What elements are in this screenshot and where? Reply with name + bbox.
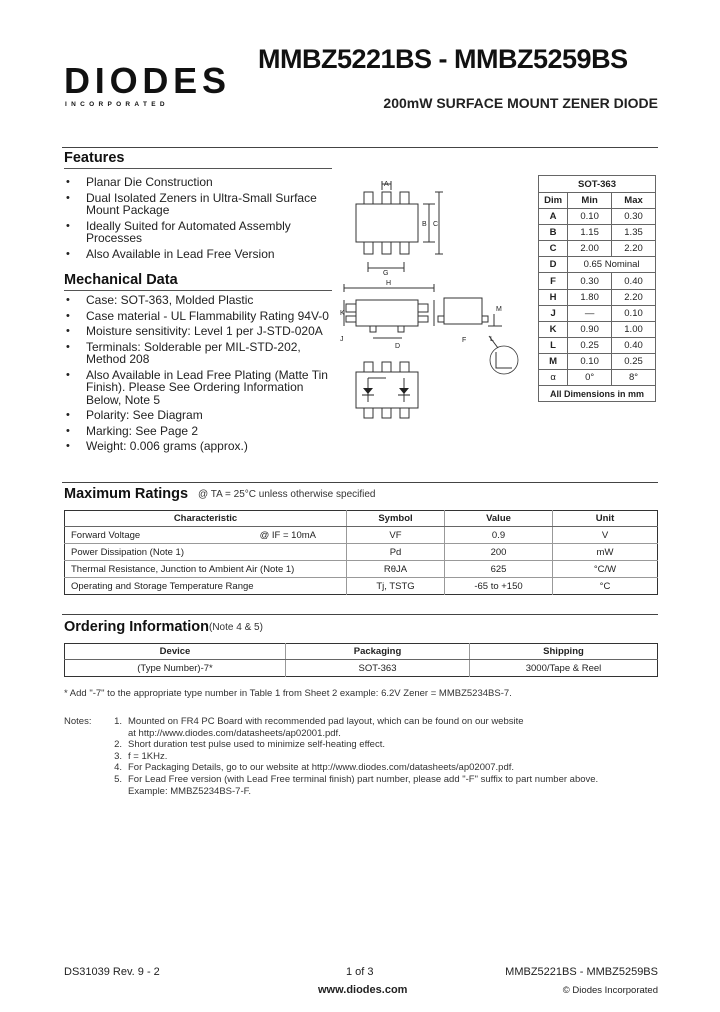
column-header: Value [445,511,553,527]
characteristic-cell [65,527,347,544]
unit-cell: V [553,527,658,544]
table-row [539,241,656,257]
value-cell: 0.9 [445,527,553,544]
min-cell: 0.25 [568,337,612,353]
dim-cell: F [539,273,568,289]
note-number: 1. [114,716,122,727]
list-item: • Moisture sensitivity: Level 1 per J-STD-020A [64,325,334,338]
dim-cell: L [539,337,568,353]
nominal-cell: 0.65 Nominal [568,257,656,273]
note-text: at http://www.diodes.com/datasheets/ap02001.pdf. [128,727,341,739]
table-row [65,527,658,544]
max-ratings-heading: Maximum Ratings [64,486,189,502]
table-row [539,273,656,289]
symbol-cell: Pd [347,544,445,561]
dim-label-A: A [384,181,389,188]
max-cell: 0.30 [612,209,656,225]
list-item: • Dual Isolated Zeners in Ultra-Small Surface Mount Package [64,192,334,217]
min-cell: 0° [568,370,612,386]
symbol-cell: RθJA [347,561,445,578]
unit-cell: °C [553,578,658,595]
dim-cell: B [539,225,568,241]
max-ratings-table [64,510,658,595]
dim-label-G: G [383,270,389,277]
column-header: Symbol [347,511,445,527]
dim-label-H: H [386,280,392,287]
dim-cell: A [539,209,568,225]
column-header: Shipping [470,644,658,660]
note-text: For Packaging Details, go to our website at http://www.diodes.com/datasheets/ap02007.pdf. [128,762,515,774]
note-number: 2. [114,739,122,751]
dim-label-J: J [340,336,344,343]
note-number [108,728,128,740]
page-title: MMBZ5221BS - MMBZ5259BS [258,44,628,74]
section-rule [62,614,658,615]
note-text: Example: MMBZ5234BS-7-F. [128,785,252,797]
svg-text:DIODES: DIODES [64,62,224,101]
list-item: • Also Available in Lead Free Plating (Matte Tin Finish). Please See Ordering Information Below, Note 5 [64,369,334,407]
dim-label-M: M [496,306,502,313]
device-cell: (Type Number)-7* [65,660,286,677]
value-cell: 200 [445,544,553,561]
list-item: • Ideally Suited for Automated Assembly Processes [64,220,334,245]
characteristic-cell: Thermal Resistance, Junction to Ambient Air (Note 1) [65,561,347,578]
section-rule [62,147,658,148]
min-cell: 1.15 [568,225,612,241]
table-row [65,544,658,561]
dim-cell: H [539,289,568,305]
max-cell: 0.40 [612,337,656,353]
list-item: • Terminals: Solderable per MIL-STD-202, Method 208 [64,341,334,366]
column-header: Unit [553,511,658,527]
diodes-logo [64,62,228,108]
svg-text:INCORPORATED: INCORPORATED [65,101,169,108]
page-subtitle: 200mW SURFACE MOUNT ZENER DIODE [383,95,658,111]
note-text: f = 1KHz. [128,750,168,762]
note-number [108,786,128,798]
dim-label-F: F [462,337,467,344]
ordering-note: (Note 4 & 5) [209,622,263,633]
list-item: • Marking: See Page 2 [64,425,334,438]
note-text: Mounted on FR4 PC Board with recommended pad layout, which can be found on our website [128,716,524,727]
notes-block [64,716,664,797]
table-row [539,305,656,321]
note-text: Short duration test pulse used to minimize self-heating effect. [128,739,385,751]
features-heading: Features [64,150,125,166]
max-cell: 2.20 [612,289,656,305]
section-rule [62,482,658,483]
unit-cell: mW [553,544,658,561]
table-caption: SOT-363 [539,176,656,193]
dim-label-C: C [433,221,439,228]
ordering-table [64,643,658,677]
table-row [539,370,656,386]
dim-cell: K [539,321,568,337]
table-row [539,209,656,225]
column-header: Packaging [286,644,470,660]
condition-text: @ IF = 10mA [259,529,316,541]
dim-label-D: D [395,343,401,350]
unit-cell: °C/W [553,561,658,578]
dim-cell: J [539,305,568,321]
mechanical-heading: Mechanical Data [64,272,178,288]
ordering-heading: Ordering Information [64,619,209,635]
dim-cell: α [539,370,568,386]
max-ratings-condition: @ TA = 25°C unless otherwise specified [198,489,376,500]
min-cell: 0.30 [568,273,612,289]
ordering-footnote: * Add "-7" to the appropriate type number in Table 1 from Sheet 2 example: 6.2V Zener = MMBZ5234BS-7. [64,688,512,699]
list-item: • Planar Die Construction [64,176,334,189]
column-header: Min [568,193,612,209]
heading-underline [64,290,332,291]
features-list [64,176,334,263]
mechanical-list [64,294,334,456]
min-cell: — [568,305,612,321]
characteristic-cell: Power Dissipation (Note 1) [65,544,347,561]
footer-part-number: MMBZ5221BS - MMBZ5259BS [505,966,658,978]
note-text: For Lead Free version (with Lead Free terminal finish) part number, please add "-F" suffix to part number above. [128,773,599,785]
table-row [539,337,656,353]
package-outline-diagram [340,176,532,434]
column-header: Characteristic [65,511,347,527]
max-cell: 8° [612,370,656,386]
min-cell: 0.90 [568,321,612,337]
dim-cell: C [539,241,568,257]
copyright: © Diodes Incorporated [562,985,658,996]
max-cell: 0.10 [612,305,656,321]
column-header: Dim [539,193,568,209]
table-footer: All Dimensions in mm [539,386,656,402]
heading-underline [64,168,332,169]
column-header: Max [612,193,656,209]
symbol-cell: VF [347,527,445,544]
doc-number: DS31039 Rev. 9 - 2 [64,966,160,978]
shipping-cell: 3000/Tape & Reel [470,660,658,677]
dim-label-L: L [490,336,494,343]
note-number: 5. [114,773,122,785]
sot363-dimension-table [538,175,656,402]
list-item: • Case: SOT-363, Molded Plastic [64,294,334,307]
table-row [539,353,656,369]
min-cell: 1.80 [568,289,612,305]
characteristic-text: Forward Voltage [71,529,141,541]
max-cell: 2.20 [612,241,656,257]
dim-label-K: K [340,310,345,317]
characteristic-cell: Operating and Storage Temperature Range [65,578,347,595]
note-number: 4. [114,762,122,774]
list-item: • Weight: 0.006 grams (approx.) [64,440,334,453]
table-row [539,225,656,241]
table-row [539,257,656,273]
list-item: • Also Available in Lead Free Version [64,248,334,261]
symbol-cell: Tj, TSTG [347,578,445,595]
value-cell: -65 to +150 [445,578,553,595]
table-row [65,660,658,677]
max-cell: 1.35 [612,225,656,241]
min-cell: 0.10 [568,353,612,369]
value-cell: 625 [445,561,553,578]
max-cell: 0.40 [612,273,656,289]
notes-label: Notes: [64,716,92,727]
dim-label-B: B [422,221,427,228]
table-row [539,321,656,337]
max-cell: 1.00 [612,321,656,337]
dim-cell: M [539,353,568,369]
list-item: • Polarity: See Diagram [64,409,334,422]
min-cell: 2.00 [568,241,612,257]
packaging-cell: SOT-363 [286,660,470,677]
list-item: • Case material - UL Flammability Rating 94V-0 [64,310,334,323]
table-row [65,561,658,578]
column-header: Device [65,644,286,660]
website-link[interactable]: www.diodes.com [318,984,408,996]
min-cell: 0.10 [568,209,612,225]
page-number: 1 of 3 [346,966,374,978]
max-cell: 0.25 [612,353,656,369]
table-row [539,289,656,305]
dim-cell: D [539,257,568,273]
note-number: 3. [114,750,122,762]
table-row [65,578,658,595]
